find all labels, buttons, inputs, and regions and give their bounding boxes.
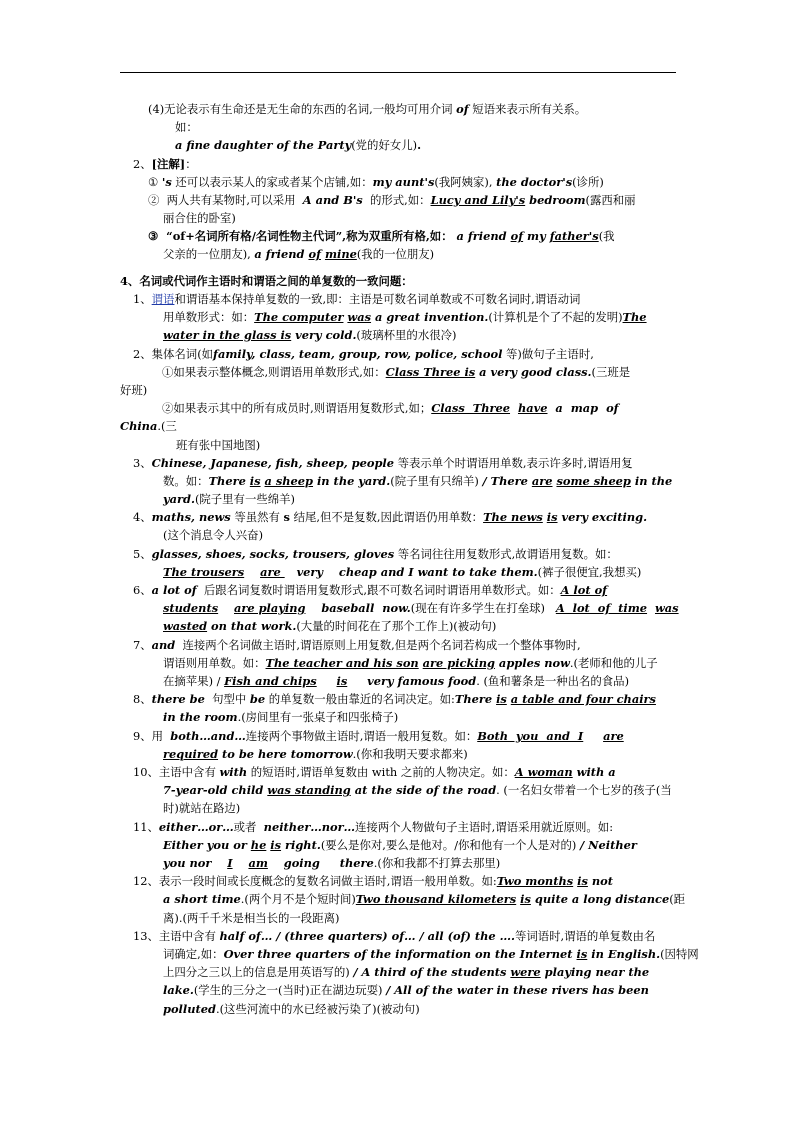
text-span: (大量的时间花在了那个工作上)(被动句) [296, 619, 497, 633]
text-span: going there [267, 856, 374, 870]
text-span: a lot of [151, 583, 197, 597]
text-span: are playing [234, 601, 306, 615]
text-span: either…or… [158, 820, 234, 834]
text-span: father's [549, 229, 599, 243]
text-span: is [576, 947, 588, 961]
text-line [133, 872, 613, 890]
text-span [233, 856, 249, 870]
text-line [133, 290, 580, 308]
text-span: a short time [163, 892, 241, 906]
text-span: right. [281, 838, 321, 852]
text-span: quite a long distance [530, 892, 670, 906]
text-span: 的短语时,谓语单复数由 with 之前的人物决定。如： [247, 765, 515, 779]
text-line [148, 100, 586, 118]
text-line [120, 272, 413, 290]
text-span: be [249, 692, 266, 706]
text-span: are [260, 565, 285, 579]
text-line [133, 927, 655, 945]
text-line [163, 945, 699, 963]
text-span: ②如果表示其中的所有成员时,则谓语用复数形式,如； [162, 401, 432, 415]
text-span: 连接两个事物做主语时,谓语一般用复数。如： [245, 729, 478, 743]
text-span: (4)无论表示有生命还是无生命的东西的名词,一般均可用介词 [148, 102, 457, 116]
text-span: I [227, 856, 233, 870]
text-span: ： [185, 157, 197, 171]
text-span: are [531, 474, 553, 488]
text-span [218, 601, 234, 615]
text-line [163, 654, 658, 672]
text-span: .(这些河流中的水已经被污染了)(被动句) [215, 1002, 420, 1016]
text-span: 12、表示一段时间或长度概念的复数名词做主语时,谓语一般用单数。如: [133, 874, 497, 888]
text-span: The teacher and his son [265, 656, 419, 670]
text-span: (玻璃杯里的水很冷) [356, 328, 457, 342]
text-span: a very good class. [475, 365, 592, 379]
text-span: (这个消息令人兴奋) [163, 528, 264, 542]
text-span: The trousers [163, 565, 245, 579]
text-span: Class Three is [385, 365, 476, 379]
text-span: 11、 [133, 820, 159, 834]
text-span: in the [630, 474, 673, 488]
text-span: 的形式,如： [362, 193, 431, 207]
text-span: is [546, 510, 558, 524]
text-span: apples now [494, 656, 570, 670]
text-span: 在摘苹果) / [163, 674, 225, 688]
text-span: (院子里有一些绵羊) [194, 492, 295, 506]
text-span: 短语来表示所有关系。 [468, 102, 587, 116]
text-span: (你和我明天要求都来) [356, 747, 468, 761]
text-span: 6、 [133, 583, 152, 597]
text-line [163, 472, 672, 490]
text-span: Both you and I [477, 729, 584, 743]
text-span [647, 601, 655, 615]
text-span: is [270, 838, 282, 852]
text-line [163, 526, 263, 544]
text-span: 5、 [133, 547, 152, 561]
text-span: mine [324, 247, 357, 261]
text-span: Two months [496, 874, 574, 888]
text-span: . [240, 892, 245, 906]
text-span: . [569, 656, 574, 670]
text-span [510, 401, 518, 415]
text-span: a sheep [264, 474, 314, 488]
text-span: of [308, 247, 321, 261]
text-span: is [249, 474, 261, 488]
text-span: was [347, 310, 372, 324]
text-line [163, 708, 398, 726]
text-span: you nor [163, 856, 228, 870]
text-span: (三班是 [591, 365, 631, 379]
text-line [176, 436, 260, 454]
text-line [163, 836, 637, 854]
text-span: with [219, 765, 248, 779]
text-span: family, class, team, group, row, police, school [213, 347, 503, 361]
text-span: 2、 [133, 157, 152, 171]
text-span: Over three quarters of the information on the Internet [223, 947, 577, 961]
text-span: (两个月不是个短时间) [244, 892, 356, 906]
text-span: 9、用 [133, 729, 171, 743]
text-span: a friend [452, 229, 511, 243]
text-span: 连接两个人物做句子主语时,谓语采用就近原则。如: [354, 820, 614, 834]
text-span: (我阿姨家), [434, 175, 497, 189]
text-span: The [622, 310, 647, 324]
text-line [133, 636, 581, 654]
text-line [162, 363, 630, 381]
text-span: (院子里有只绵羊) [390, 474, 483, 488]
text-span: polluted [163, 1002, 216, 1016]
text-span: water in the glass is [163, 328, 292, 342]
text-span: 13、主语中含有 [133, 929, 220, 943]
text-span: 3、 [133, 456, 152, 470]
text-span: 7、 [133, 638, 152, 652]
text-span: on that work. [207, 619, 297, 633]
text-span: 1、 [133, 292, 152, 306]
text-span: 4、名词或代词作主语时和谓语之间的单复数的一致问题： [120, 274, 413, 288]
text-span [317, 674, 337, 688]
text-span: (露西和丽 [585, 193, 636, 207]
text-span: There [208, 474, 250, 488]
text-span: China [120, 419, 158, 433]
text-span: half of… / (three quarters) of… / all (of) the …. [219, 929, 515, 943]
text-span: 数。如： [163, 474, 209, 488]
text-line [163, 326, 456, 344]
text-span: 谓语则用单数。如： [163, 656, 266, 670]
text-line [148, 191, 636, 209]
text-line [163, 599, 679, 617]
text-span: (我的一位朋友) [356, 247, 435, 261]
text-span: 等)做句子主语时, [502, 347, 594, 361]
text-span: 的单复数一般由靠近的名词决定。如: [265, 692, 455, 706]
text-line [133, 581, 607, 599]
text-span: ①如果表示整体概念,则谓语用单数形式,如： [162, 365, 386, 379]
text-span: wasted [163, 619, 208, 633]
text-span: 和谓语基本保持单复数的一致,即：主语是可数名词单数或不可数名词时,谓语动词 [174, 292, 581, 306]
text-span: The computer [254, 310, 344, 324]
text-line [133, 818, 613, 836]
text-line [163, 1000, 420, 1018]
text-span: (现在有许多学生在打垒球) [410, 601, 556, 615]
text-line [133, 345, 594, 363]
text-span: very famous food [347, 674, 477, 688]
text-span: ③ “of+名词所有格/名词性物主代词”,称为双重所有格,如： [148, 229, 453, 243]
text-span: 如： [175, 120, 198, 134]
text-span: (老师和他的儿子 [573, 656, 658, 670]
text-span: (裤子很便宜,我想买) [537, 565, 642, 579]
text-line [133, 690, 656, 708]
text-span: A and B's [302, 193, 363, 207]
text-span: 用单数形式：如： [163, 310, 255, 324]
text-span: baseball now. [305, 601, 411, 615]
text-span: ① [148, 175, 162, 189]
text-span: is [520, 892, 531, 906]
text-line [133, 763, 616, 781]
text-span: my [523, 229, 550, 243]
text-span: very cold. [291, 328, 357, 342]
text-span: are [603, 729, 624, 743]
text-span: .(房间里有一张桌子和四张椅子) [237, 710, 399, 724]
text-span: both…and… [170, 729, 246, 743]
text-span: is [496, 692, 507, 706]
text-line [163, 563, 641, 581]
text-line [163, 781, 672, 799]
text-span: to be here tomorrow [218, 747, 353, 761]
text-span: there be [151, 692, 205, 706]
text-span: 丽合住的卧室) [163, 211, 236, 225]
text-span: have [517, 401, 548, 415]
text-line [120, 381, 147, 399]
text-span: / All of the water in these rivers has been [386, 983, 649, 997]
text-span: . [417, 138, 422, 152]
text-span: 还可以表示某人的家或者某个店铺,如： [171, 175, 373, 189]
text-span: with a [572, 765, 616, 779]
text-span: of [510, 229, 524, 243]
text-span: Either you or [163, 838, 251, 852]
text-span: 班有张中国地图) [176, 438, 261, 452]
text-line [163, 963, 649, 981]
text-span: at the side of the road [350, 783, 497, 797]
text-line [163, 909, 339, 927]
text-line [163, 890, 685, 908]
text-span: (我 [598, 229, 615, 243]
text-span: [注解] [151, 157, 186, 171]
text-span: .(三 [157, 419, 177, 433]
text-span: not [587, 874, 613, 888]
text-span: ② 两人共有某物时,可以采用 [148, 193, 303, 207]
text-line [175, 136, 421, 154]
text-span: very exciting. [557, 510, 648, 524]
text-span: a friend [254, 247, 309, 261]
text-span: glasses, shoes, socks, trousers, gloves [151, 547, 395, 561]
text-span: Lucy and Lily's [430, 193, 526, 207]
text-span: lake. [163, 983, 194, 997]
text-span: 等名词往往用复数形式,故谓语用复数。如： [394, 547, 618, 561]
text-span: is [336, 674, 348, 688]
text-span: A woman [514, 765, 573, 779]
text-span: . [352, 747, 357, 761]
text-span: Chinese, Japanese, fish, sheep, people [151, 456, 395, 470]
text-span: 7-year-old child [163, 783, 268, 797]
text-span: 2、集体名词(如 [133, 347, 214, 361]
text-span: 父亲的一位朋友), [163, 247, 255, 261]
text-span: 结尾,但不是复数,因此谓语仍用单数： [289, 510, 484, 524]
text-span: neither…nor… [263, 820, 355, 834]
text-line [163, 617, 496, 635]
text-span: .(你和我都不打算去那里) [373, 856, 501, 870]
text-span: yard. [163, 492, 195, 506]
text-span: 词确定,如： [163, 947, 224, 961]
text-span: 's [161, 175, 172, 189]
text-span: s [283, 510, 290, 524]
text-span: A lot of [560, 583, 608, 597]
text-span: maths, news [151, 510, 231, 524]
text-span [244, 565, 260, 579]
term-link[interactable]: 谓语 [151, 292, 175, 306]
text-span: A lot of time [555, 601, 648, 615]
text-line [133, 155, 197, 173]
text-span: students [163, 601, 219, 615]
text-span: . (一名妇女带着一个七岁的孩子(当 [496, 783, 672, 797]
text-span: some sheep [556, 474, 631, 488]
text-span: of [456, 102, 469, 116]
text-span: in the room [163, 710, 238, 724]
text-span: 8、 [133, 692, 152, 706]
text-span: 4、 [133, 510, 152, 524]
text-span: 上四分之三以上的信息是用英语写的) [163, 965, 354, 979]
text-span: . (鱼和薯条是一种出名的食品) [476, 674, 630, 688]
text-span: 连接两个名词做主语时,谓语原则上用复数,但是两个名词若构成一个整体事物时, [175, 638, 581, 652]
text-span: 等表示单个时谓语用单数,表示许多时,谓语用复 [394, 456, 633, 470]
text-span: was [654, 601, 679, 615]
text-span: bedroom [525, 193, 586, 207]
header-rule [120, 72, 676, 73]
text-span: (因特网 [660, 947, 699, 961]
text-span: he [250, 838, 267, 852]
text-span: in English. [587, 947, 661, 961]
text-span: in the yard. [313, 474, 391, 488]
text-line [163, 854, 500, 872]
text-span: a great invention. [371, 310, 489, 324]
text-span: a fine daughter of the Party [175, 138, 352, 152]
text-span: / There [482, 474, 532, 488]
text-span: The news [483, 510, 543, 524]
text-span: 离).(两千千米是相当长的一段距离) [163, 911, 340, 925]
text-line [133, 454, 633, 472]
text-line [163, 981, 649, 999]
text-span: a map of [547, 401, 619, 415]
text-span: are picking [422, 656, 495, 670]
text-line [163, 490, 295, 508]
text-span: 后跟名词复数时谓语用复数形式,跟不可数名词时谓语用单数形式。如： [196, 583, 561, 597]
text-line [133, 727, 624, 745]
text-span: (诊所) [572, 175, 604, 189]
text-span: was standing [267, 783, 351, 797]
text-span: (计算机是个了不起的发明) [488, 310, 623, 324]
text-span: 10、主语中含有 [133, 765, 220, 779]
text-line [163, 745, 468, 763]
text-line [163, 245, 434, 263]
text-span: is [577, 874, 588, 888]
text-line [175, 118, 198, 136]
text-span: Class Three [431, 401, 511, 415]
text-line [163, 209, 236, 227]
text-span: 或者 [233, 820, 264, 834]
text-line [148, 173, 604, 191]
text-span: / Neither [580, 838, 637, 852]
text-line [133, 508, 647, 526]
text-line [162, 399, 619, 417]
text-span: / A third of the students [353, 965, 511, 979]
text-span: am [248, 856, 268, 870]
text-span: 句型中 [204, 692, 250, 706]
text-span: (距 [669, 892, 686, 906]
text-span: the doctor's [496, 175, 573, 189]
text-line [120, 417, 177, 435]
text-span: my aunt's [372, 175, 435, 189]
text-span: (学生的三分之一(当时)正在湖边玩耍) [193, 983, 387, 997]
text-line [133, 545, 618, 563]
text-span: were [510, 965, 541, 979]
text-span: 等虽然有 [230, 510, 284, 524]
text-line [163, 672, 629, 690]
text-span: very cheap and I want to take them. [284, 565, 538, 579]
text-line [163, 799, 240, 817]
text-line [148, 227, 615, 245]
text-span: 等词语时,谓语的单复数由名 [514, 929, 656, 943]
text-span: required [163, 747, 219, 761]
text-span: Two thousand kilometers [355, 892, 517, 906]
text-span: (党的好女儿) [351, 138, 418, 152]
text-span: There [454, 692, 497, 706]
text-span: playing near the [540, 965, 650, 979]
text-span [583, 729, 603, 743]
text-line [163, 308, 647, 326]
text-span: Fish and chips [224, 674, 317, 688]
text-span: and [151, 638, 176, 652]
text-span: 好班) [120, 383, 148, 397]
text-span: 时)就站在路边) [163, 801, 241, 815]
text-span: a table and four chairs [510, 692, 656, 706]
text-span: (要么是你对,要么是他对。/你和他有一个人是对的) [320, 838, 580, 852]
